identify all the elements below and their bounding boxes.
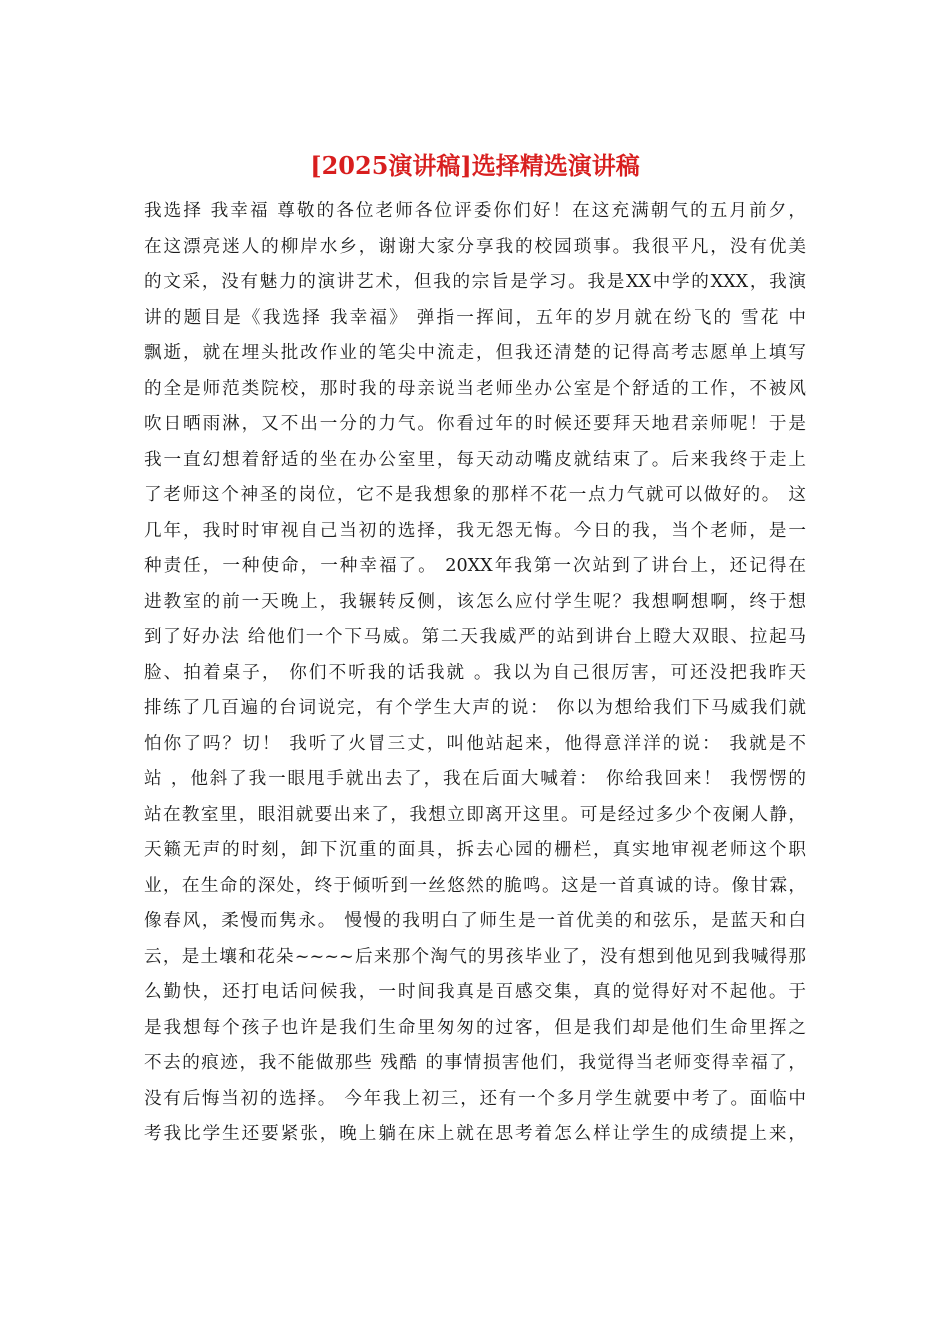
body-line: 天籁无声的时刻，卸下沉重的面具，拆去心园的栅栏，真实地审视老师这个职 (144, 840, 806, 860)
body-line: 讲的题目是《我选择 我幸福》 弹指一挥间，五年的岁月就在纷飞的 雪花 中 (144, 307, 806, 328)
body-line: 了老师这个神圣的岗位，它不是我想象的那样不花一点力气就可以做好的。 这 (144, 485, 806, 505)
body-line: 几年，我时时审视自己当初的选择，我无怨无悔。今日的我，当个老师，是一 (144, 520, 806, 541)
body-line: 站在教室里，眼泪就要出来了，我想立即离开这里。可是经过多少个夜阑人静， (144, 804, 806, 825)
body-line: 进教室的前一天晚上，我辗转反侧，该怎么应付学生呢？我想啊想啊，终于想 (144, 591, 806, 612)
body-line: 云，是土壤和花朵~~~~后来那个淘气的男孩毕业了，没有想到他见到我喊得那 (144, 946, 806, 967)
body-line: 脸、拍着桌子， 你们不听我的话我就 。我以为自己很厉害，可还没把我昨天 (144, 662, 806, 683)
body-line: 没有后悔当初的选择。 今年我上初三，还有一个多月学生就要中考了。面临中 (144, 1088, 806, 1109)
document-body (144, 194, 806, 1153)
body-line: 的文采，没有魅力的演讲艺术，但我的宗旨是学习。我是XX中学的XXX，我演 (144, 272, 806, 292)
body-line: 业，在生命的深处，终于倾听到一丝悠然的脆鸣。这是一首真诚的诗。像甘霖， (144, 875, 806, 896)
body-line: 吹日晒雨淋，又不出一分的力气。你看过年的时候还要拜天地君亲师呢！于是 (144, 414, 806, 434)
body-line: 怕你了吗？切！ 我听了火冒三丈，叫他站起来，他得意洋洋的说： 我就是不 (144, 733, 806, 754)
body-line: 种责任，一种使命，一种幸福了。 20XX年我第一次站到了讲台上，还记得在 (144, 556, 806, 576)
body-line: 我一直幻想着舒适的坐在办公室里，每天动动嘴皮就结束了。后来我终于走上 (144, 449, 806, 470)
body-line: 我选择 我幸福 尊敬的各位老师各位评委你们好！在这充满朝气的五月前夕， (144, 201, 806, 221)
body-line: 到了好办法 给他们一个下马威。第二天我威严的站到讲台上瞪大双眼、拉起马 (144, 627, 806, 647)
body-line: 的全是师范类院校，那时我的母亲说当老师坐办公室是个舒适的工作，不被风 (144, 378, 806, 399)
body-line: 是我想每个孩子也许是我们生命里匆匆的过客，但是我们却是他们生命里挥之 (144, 1017, 806, 1038)
body-line: 站 ，他斜了我一眼甩手就出去了，我在后面大喊着： 你给我回来！ 我愣愣的 (144, 769, 806, 789)
body-line: 不去的痕迹，我不能做那些 残酷 的事情损害他们，我觉得当老师变得幸福了， (144, 1053, 806, 1073)
body-line: 排练了几百遍的台词说完，有个学生大声的说： 你以为想给我们下马威我们就 (144, 698, 806, 718)
body-line: 考我比学生还要紧张，晚上躺在床上就在思考着怎么样让学生的成绩提上来， (144, 1124, 806, 1144)
body-line: 像春风，柔慢而隽永。 慢慢的我明白了师生是一首优美的和弦乐，是蓝天和白 (144, 911, 806, 931)
body-line: 在这漂亮迷人的柳岸水乡，谢谢大家分享我的校园琐事。我很平凡，没有优美 (144, 236, 806, 257)
body-line: 么勤快，还打电话问候我，一时间我真是百感交集，真的觉得好对不起他。于 (144, 982, 806, 1002)
body-line: 飘逝，就在埋头批改作业的笔尖中流走，但我还清楚的记得高考志愿单上填写 (144, 343, 806, 363)
document-title: [2025演讲稿]选择精选演讲稿 (310, 151, 640, 180)
